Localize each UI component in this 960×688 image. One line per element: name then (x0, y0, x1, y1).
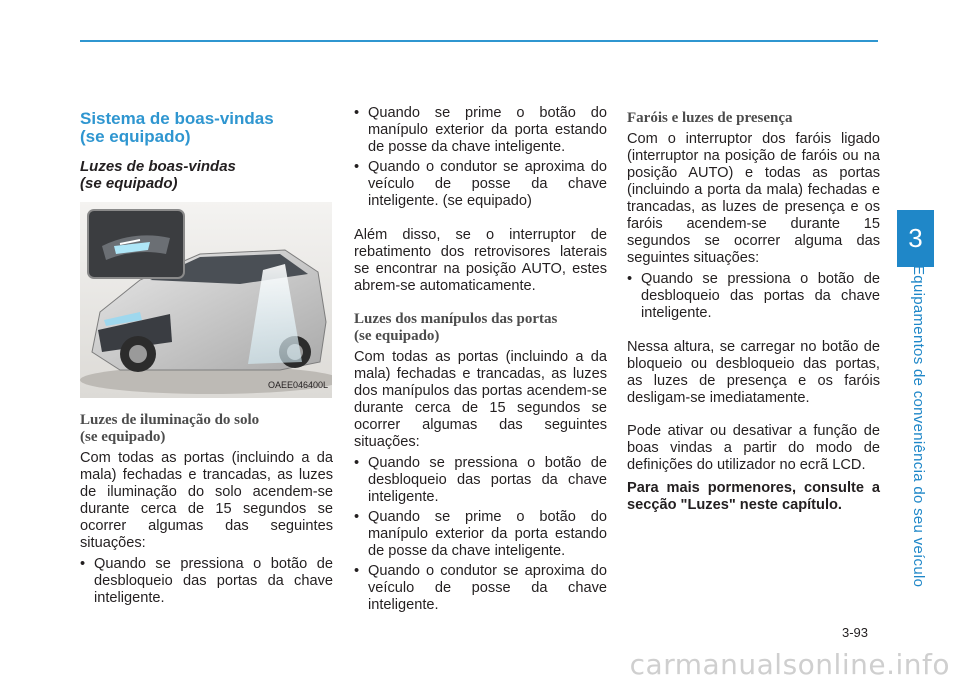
bullet-list (80, 556, 333, 607)
paragraph-bold: Para mais pormenores, consulte a secção "Luzes" neste capítulo. (627, 480, 880, 513)
paragraph: Pode ativar ou desativar a função de boas vindas a partir do modo de definições do utilizador no ecrã LCD. (627, 423, 880, 473)
column-3 (627, 100, 880, 514)
paragraph: Nessa altura, se carregar no botão de bloqueio ou desbloqueio das portas, as luzes de presença e os faróis desligam-se imediatamente. (627, 339, 880, 406)
heading-handle-lights: Luzes dos manípulos das portas (se equipado) (354, 311, 558, 344)
paragraph: Com todas as portas (incluindo a da mala) fechadas e trancadas, as luzes de iluminação do solo acendem-se durante cerca de 15 segundos se ocorrer algumas das seguintes situações: (80, 450, 333, 551)
list-item: • Quando o condutor se aproxima do veículo de posse da chave inteligente. (354, 563, 607, 613)
header-rule (80, 40, 878, 42)
list-item: • Quando se prime o botão do manípulo exterior da porta estando de posse da chave inteligente. (354, 509, 607, 559)
list-item: • Quando se pressiona o botão de desbloqueio das portas da chave inteligente. (627, 271, 880, 321)
chapter-title: Equipamentos de conveniência do seu veículo (910, 265, 927, 588)
column-1 (80, 100, 333, 610)
car-illustration (80, 202, 332, 398)
section-title: Sistema de boas-vindas (se equipado) (80, 109, 274, 146)
paragraph: Com o interruptor dos faróis ligado (interruptor na posição de faróis ou na posição AUTO) e todas as portas (incluindo a porta da mala) fechadas e trancadas, as luzes de presença e os faróis acendem-se durante 15 segundos se ocorrer alguma das seguintes situações: (627, 131, 880, 266)
chapter-tab: 3 (897, 210, 934, 267)
watermark: carmanualsonline.info (629, 648, 950, 681)
bullet-list (627, 271, 880, 322)
bullet-list (354, 105, 607, 210)
bullet-list (354, 455, 607, 614)
list-item: • Quando o condutor se aproxima do veículo de posse da chave inteligente. (se equipado) (354, 159, 607, 209)
paragraph: Além disso, se o interruptor de rebatimento dos retrovisores laterais se encontrar na posição AUTO, estes abrem-se automaticamente. (354, 227, 607, 294)
list-item: • Quando se prime o botão do manípulo exterior da porta estando de posse da chave inteligente. (354, 105, 607, 155)
subsection-title: Luzes de boas-vindas (se equipado) (80, 158, 236, 192)
column-2 (354, 100, 607, 617)
list-item: • Quando se pressiona o botão de desbloqueio das portas da chave inteligente. (354, 455, 607, 505)
paragraph: Com todas as portas (incluindo a da mala) fechadas e trancadas, as luzes dos manípulos das portas acendem-se durante cerca de 15 segundos se ocorrer algumas das seguintes situações: (354, 349, 607, 450)
heading-headlamps: Faróis e luzes de presença (627, 110, 793, 126)
page-number: 3-93 (842, 625, 869, 640)
heading-ground-lights: Luzes de iluminação do solo (se equipado) (80, 412, 260, 445)
list-item: • Quando se pressiona o botão de desbloqueio das portas da chave inteligente. (80, 556, 333, 606)
figure-caption: OAEE046400L (267, 380, 328, 390)
car-figure (80, 202, 332, 398)
